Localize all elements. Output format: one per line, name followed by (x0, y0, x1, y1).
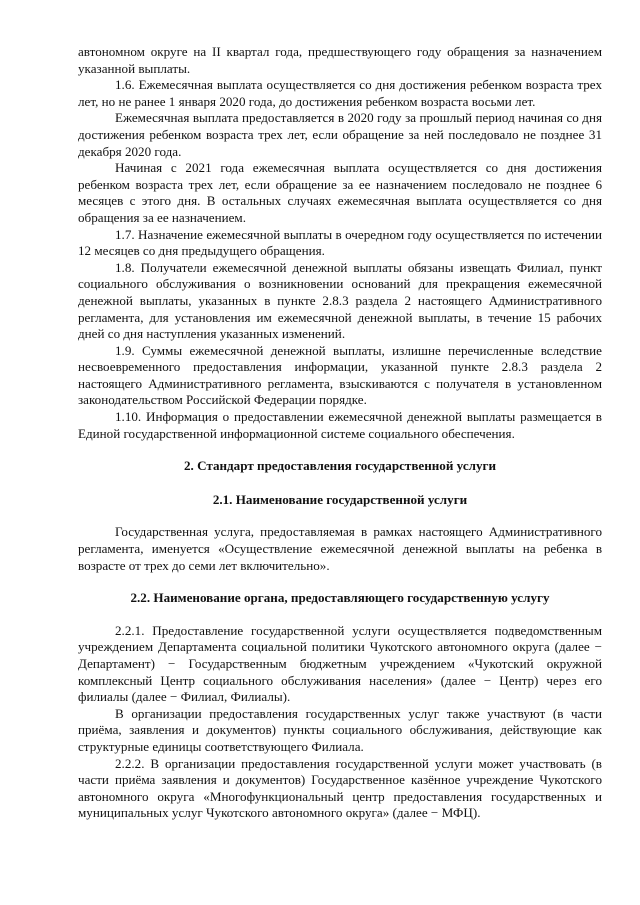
paragraph-1-9: 1.9. Суммы ежемесячной денежной выплаты, излишне перечисленные вследствие несвоевременного предоставления информации, указанной пункте 2.8.3 раздела 2 настоящего Административного регламента, взыскиваются с получателя в установленном законодательством Российской Федерации порядке. (78, 342, 602, 408)
paragraph: автономном округе на II квартал года, предшествующего году обращения за назначением указанной выплаты. (78, 44, 602, 76)
paragraph-1-10: 1.10. Информация о предоставлении ежемесячной денежной выплаты размещается в Единой государственной информационной системе социального обеспечения. (78, 409, 602, 441)
paragraph: Начиная с 2021 года ежемесячная выплата осуществляется со дня достижения ребенком возраста трех лет, если обращение за ее назначением последовало не позднее 6 месяцев с этого дня. В остальных случаях ежемесячная выплата осуществляется со дня обращения за ее назначением. (78, 160, 602, 225)
section-2-1-heading: 2.1. Наименование государственной услуги (212, 491, 468, 507)
paragraph-1-7: 1.7. Назначение ежемесячной выплаты в очередном году осуществляется по истечении 12 месяцев со дня предыдущего обращения. (78, 226, 602, 259)
paragraph-1-8: 1.8. Получатели ежемесячной денежной выплаты обязаны извещать Филиал, пункт социального обслуживания о возникновении оснований для прекращения ежемесячной денежной выплаты, указанных в пункте 2.8.3 раздела 2 настоящего Административного регламента, для установления им ежемесячной денежной выплаты, в течение 15 рабочих дней со дня наступления указанных изменений. (78, 259, 602, 342)
section-2-heading: 2. Стандарт предоставления государственной услуги (183, 458, 497, 474)
document-page (78, 44, 602, 822)
paragraph-2-2-1: 2.2.1. Предоставление государственной услуги осуществляется подведомственным учреждением Департамента социальной политики Чукотского автономного округа (далее − Департамент) − Государственным бюджетным учреждением «Чукотский окружной комплексный Центр социального обслуживания населения» (далее − Центр) через его филиалы (далее − Филиал, Филиалы). (78, 622, 602, 705)
paragraph: В организации предоставления государственных услуг также участвуют (в части приёма, заявления и документов) пункты социального обслуживания, действующие как структурные единицы соответствующего Филиала. (78, 705, 602, 754)
paragraph: Ежемесячная выплата предоставляется в 2020 году за прошлый период начиная со дня достижения ребенком возраста трех лет, если обращение за ней последовало не позднее 31 декабря 2020 года. (78, 110, 602, 159)
paragraph-1-6: 1.6. Ежемесячная выплата осуществляется со дня достижения ребенком возраста трех лет, но не ранее 1 января 2020 года, до достижения ребенком возраста восьми лет. (78, 77, 602, 109)
paragraph-2-2-2: 2.2.2. В организации предоставления государственной услуги может участвовать (в части приёма заявления и документов) Государственное казённое учреждение Чукотского автономного округа «Многофункциональный центр предоставления государственных и муниципальных услуг Чукотского автономного округа» (далее − МФЦ). (78, 755, 602, 821)
paragraph-2-1: Государственная услуга, предоставляемая в рамках настоящего Административного регламента, именуется «Осуществление ежемесячной денежной выплаты на ребенка в возрасте от трех до семи лет включительно». (78, 524, 602, 573)
section-2-2-heading: 2.2. Наименование органа, предоставляющего государственную услугу (130, 590, 550, 606)
